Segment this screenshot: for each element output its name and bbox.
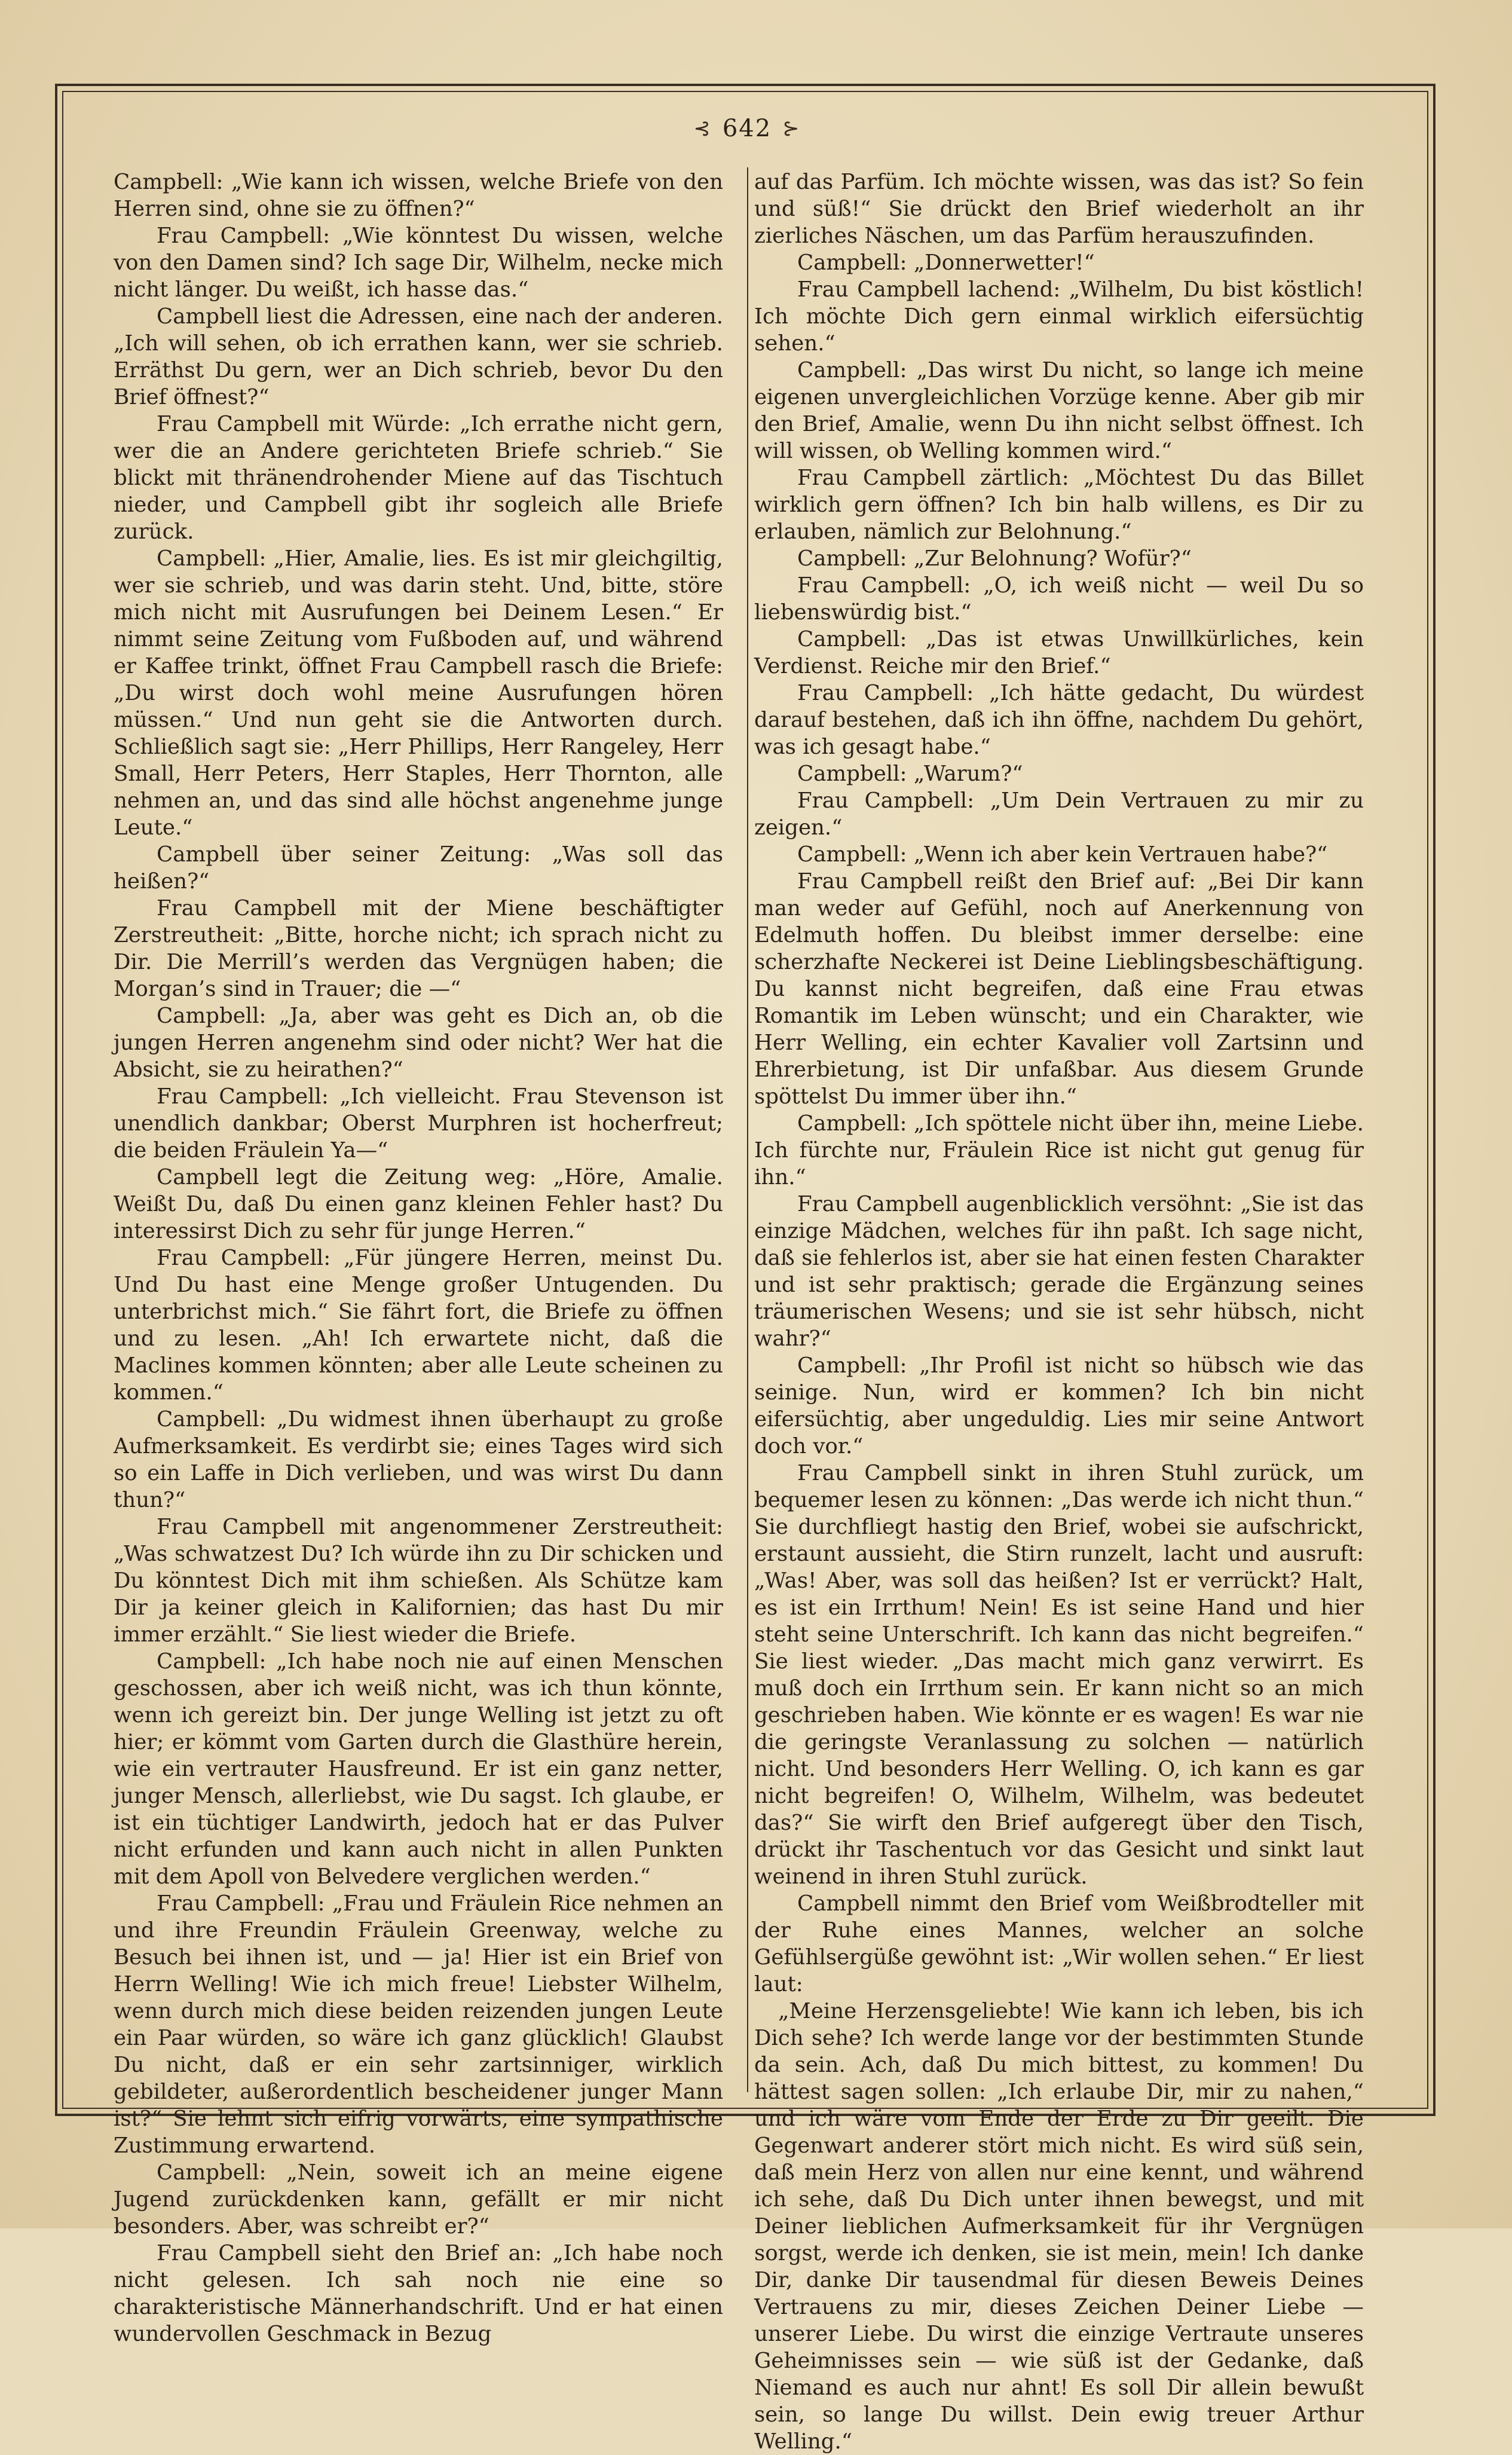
page-number: 642 — [722, 115, 772, 142]
paragraph: Frau Campbell mit angenommener Zerstreutheit: „Was schwatzest Du? Ich würde ihn zu Dir schicken und Du könntest Dich mit ihm schießen. Als Schütze kam Dir ja keiner gleich in Kalifornien; das hast Du mir immer erzählt.“ Sie liest wieder die Briefe. — [114, 1515, 723, 1647]
ornament-left-icon: ⊰ — [693, 117, 712, 140]
right-column — [754, 169, 1364, 2454]
paragraph: Frau Campbell: „Um Dein Vertrauen zu mir zu zeigen.“ — [754, 788, 1364, 840]
ornament-right-icon: ⊱ — [782, 117, 801, 140]
column-divider — [747, 167, 748, 2092]
paragraph: Campbell: „Nein, soweit ich an meine eigene Jugend zurückdenken kann, gefällt er mir nicht besonders. Aber, was schreibt er?“ — [114, 2160, 723, 2239]
paragraph: Campbell: „Ich habe noch nie auf einen Menschen geschossen, aber ich weiß nicht, was ich thun könnte, wenn ich gereizt bin. Der junge Welling ist jetzt zu oft hier; er kömmt vom Garten durch die Glasthüre herein, wie ein vertrauter Hausfreund. Er ist ein ganz netter, junger Mensch, allerliebst, wie Du sagst. Ich glaube, er ist ein tüchtiger Landwirth, jedoch hat er das Pulver nicht erfunden und kann auch nicht in allen Punkten mit dem Apoll von Belvedere verglichen werden.“ — [114, 1649, 723, 1889]
paragraph: Campbell: „Du widmest ihnen überhaupt zu große Aufmerksamkeit. Es verdirbt sie; eines Tages wird sich so ein Laffe in Dich verlieben, und was wirst Du dann thun?“ — [114, 1407, 723, 1512]
paragraph: Campbell legt die Zeitung weg: „Höre, Amalie. Weißt Du, daß Du einen ganz kleinen Fehler hast? Du interessirst Dich zu sehr für junge Herren.“ — [114, 1165, 723, 1243]
paragraph: Campbell: „Hier, Amalie, lies. Es ist mir gleichgiltig, wer sie schrieb, und was darin steht. Und, bitte, störe mich nicht mit Ausrufungen bei Deinem Lesen.“ Er nimmt seine Zeitung vom Fußboden auf, und während er Kaffee trinkt, öffnet Frau Campbell rasch die Briefe: „Du wirst doch wohl meine Ausrufungen hören müssen.“ Und nun geht sie die Antworten durch. Schließlich sagt sie: „Herr Phillips, Herr Rangeley, Herr Small, Herr Peters, Herr Staples, Herr Thornton, alle nehmen an, und das sind alle höchst angenehme junge Leute.“ — [114, 546, 723, 840]
paragraph: Campbell: „Ihr Profil ist nicht so hübsch wie das seinige. Nun, wird er kommen? Ich bin nicht eifersüchtig, aber ungeduldig. Lies mir seine Antwort doch vor.“ — [754, 1353, 1364, 1459]
paragraph: Frau Campbell sinkt in ihren Stuhl zurück, um bequemer lesen zu können: „Das werde ich nicht thun.“ Sie durchfliegt hastig den Brief, wobei sie aufschrickt, erstaunt aussieht, die Stirn runzelt, lacht und ausruft: „Was! Aber, was soll das heißen? Ist er verrückt? Halt, es ist ein Irrthum! Nein! Es ist seine Hand und hier steht seine Unterschrift. Ich kann das nicht begreifen.“ Sie liest wieder. „Das macht mich ganz verwirrt. Es muß doch ein Irrthum sein. Er kann nicht so an mich geschrieben haben. Wie könnte er es wagen! Es war nie die geringste Veranlassung zu solchen — natürlich nicht. Und besonders Herr Welling. O, ich kann es gar nicht begreifen! O, Wilhelm, Wilhelm, was bedeutet das?“ Sie wirft den Brief aufgeregt über den Tisch, drückt ihr Taschentuch vor das Gesicht und sinkt laut weinend in ihren Stuhl zurück. — [754, 1461, 1364, 1889]
paragraph: Campbell: „Wenn ich aber kein Vertrauen habe?“ — [797, 842, 1328, 867]
paragraph: Frau Campbell zärtlich: „Möchtest Du das Billet wirklich gern öffnen? Ich bin halb willens, es Dir zu erlauben, nämlich zur Belohnung.“ — [754, 466, 1364, 544]
paragraph: „Meine Herzensgeliebte! Wie kann ich leben, bis ich Dich sehe? Ich werde lange vor der bestimmten Stunde da sein. Ach, daß Du mich bittest, zu kommen! Du hättest sagen sollen: „Ich erlaube Dir, mir zu nahen,“ und ich wäre vom Ende der Erde zu Dir geeilt. Die Gegenwart anderer stört mich nicht. Es wird süß sein, daß mein Herz von allen nur eine kennt, und während ich sehe, daß Du Dich unter ihnen bewegst, und mit Deiner lieblichen Aufmerksamkeit für ihr Vergnügen sorgst, werde ich denken, sie ist mein, mein! Ich danke Dir, danke Dir tausendmal für diesen Beweis Deines Vertrauens zu mir, dieses Zeichen Deiner Liebe — unserer Liebe. Du wirst die einzige Vertraute unseres Geheimnisses sein — wie süß ist der Gedanke, daß Niemand es auch nur ahnt! Es soll Dir allein bewußt sein, so lange Du willst. Dein ewig treuer Arthur Welling.“ — [754, 1999, 1364, 2454]
paragraph: Campbell: „Wie kann ich wissen, welche Briefe von den Herren sind, ohne sie zu öffnen?“ — [114, 170, 723, 221]
paragraph: Campbell: „Das ist etwas Unwillkürliches, kein Verdienst. Reiche mir den Brief.“ — [754, 627, 1364, 678]
paragraph: Frau Campbell: „Ich hätte gedacht, Du würdest darauf bestehen, daß ich ihn öffne, nachdem Du gehört, was ich gesagt habe.“ — [754, 681, 1364, 759]
paragraph: Campbell: „Ich spöttele nicht über ihn, meine Liebe. Ich fürchte nur, Fräulein Rice ist nicht gut genug für ihn.“ — [754, 1111, 1364, 1190]
paragraph: Frau Campbell mit der Miene beschäftigter Zerstreutheit: „Bitte, horche nicht; ich sprach nicht zu Dir. Die Merrill’s werden das Vergnügen haben; die Morgan’s sind in Trauer; die —“ — [114, 896, 723, 1001]
paragraph: Campbell: „Ja, aber was geht es Dich an, ob die jungen Herren angenehm sind oder nicht? Wer hat die Absicht, sie zu heirathen?“ — [114, 1004, 723, 1082]
page-header — [633, 111, 861, 146]
paragraph: Campbell: „Zur Belohnung? Wofür?“ — [797, 546, 1192, 571]
paragraph: Frau Campbell: „Wie könntest Du wissen, welche von den Damen sind? Ich sage Dir, Wilhelm, necke mich nicht länger. Du weißt, ich hasse das.“ — [114, 224, 723, 302]
paragraph: Campbell: „Das wirst Du nicht, so lange ich meine eigenen unvergleichlichen Vorzüge kenne. Aber gib mir den Brief, Amalie, wenn Du ihn nicht selbst öffnest. Ich will wissen, ob Welling kommen wird.“ — [754, 358, 1364, 463]
paragraph: Frau Campbell: „Für jüngere Herren, meinst Du. Und Du hast eine Menge großer Untugenden. Du unterbrichst mich.“ Sie fährt fort, die Briefe zu öffnen und zu lesen. „Ah! Ich erwartete nicht, daß die Maclines kommen könnten; aber alle Leute scheinen zu kommen.“ — [114, 1246, 723, 1405]
paragraph: Frau Campbell augenblicklich versöhnt: „Sie ist das einzige Mädchen, welches für ihn paßt. Ich sage nicht, daß sie fehlerlos ist, aber sie hat einen festen Charakter und ist sehr praktisch; gerade die Ergänzung seines träumerischen Wesens; und sie ist sehr hübsch, nicht wahr?“ — [754, 1192, 1364, 1351]
paragraph: Campbell: „Warum?“ — [797, 762, 1023, 786]
left-column — [114, 169, 723, 2346]
paragraph: Frau Campbell: „Ich vielleicht. Frau Stevenson ist unendlich dankbar; Oberst Murphren ist hocherfreut; die beiden Fräulein Ya—“ — [114, 1084, 723, 1163]
paragraph: Frau Campbell: „Frau und Fräulein Rice nehmen an und ihre Freundin Fräulein Greenway, welche zu Besuch bei ihnen ist, und — ja! Hier ist ein Brief von Herrn Welling! Wie ich mich freue! Liebster Wilhelm, wenn durch mich diese beiden reizenden jungen Leute ein Paar würden, so wäre ich ganz glücklich! Glaubst Du nicht, daß er ein sehr zartsinniger, wirklich gebildeter, außerordentlich bescheidener junger Mann ist?“ Sie lehnt sich eifrig vorwärts, eine sympathische Zustimmung erwartend. — [114, 1891, 723, 2158]
paragraph: Campbell liest die Adressen, eine nach der anderen. „Ich will sehen, ob ich errathen kann, wer sie schrieb. Erräthst Du gern, wer an Dich schrieb, bevor Du den Brief öffnest?“ — [114, 304, 723, 409]
paragraph: Campbell nimmt den Brief vom Weißbrodteller mit der Ruhe eines Mannes, welcher an solche Gefühlsergüße gewöhnt ist: „Wir wollen sehen.“ Er liest laut: — [754, 1891, 1364, 1997]
paragraph: Frau Campbell: „O, ich weiß nicht — weil Du so liebenswürdig bist.“ — [754, 573, 1364, 625]
paragraph: Campbell: „Donnerwetter!“ — [797, 250, 1095, 275]
paragraph: Frau Campbell reißt den Brief auf: „Bei Dir kann man weder auf Gefühl, noch auf Anerkennung von Edelmuth hoffen. Du bleibst immer derselbe: eine scherzhafte Neckerei ist Deine Lieblingsbeschäftigung. Du kannst nicht begreifen, daß eine Frau etwas Romantik im Leben wünscht; und ein Charakter, wie Herr Welling, ein echter Kavalier voll Zartsinn und Ehrerbietung, ist Dir unfaßbar. Aus diesem Grunde spöttelst Du immer über ihn.“ — [754, 869, 1364, 1109]
paragraph: Frau Campbell lachend: „Wilhelm, Du bist köstlich! Ich möchte Dich gern einmal wirklich eifersüchtig sehen.“ — [754, 277, 1364, 356]
paragraph: Campbell über seiner Zeitung: „Was soll das heißen?“ — [114, 842, 723, 894]
paragraph: Frau Campbell sieht den Brief an: „Ich habe noch nicht gelesen. Ich sah noch nie eine so charakteristische Männerhandschrift. Und er hat einen wundervollen Geschmack in Bezug — [114, 2241, 723, 2346]
paragraph: Frau Campbell mit Würde: „Ich errathe nicht gern, wer die an Andere gerichteten Briefe schrieb.“ Sie blickt mit thränendrohender Miene auf das Tischtuch nieder, und Campbell gibt ihr sogleich alle Briefe zurück. — [114, 412, 723, 544]
paragraph: auf das Parfüm. Ich möchte wissen, was das ist? So fein und süß!“ Sie drückt den Brief wiederholt an ihr zierliches Näschen, um das Parfüm herauszufinden. — [754, 170, 1364, 248]
